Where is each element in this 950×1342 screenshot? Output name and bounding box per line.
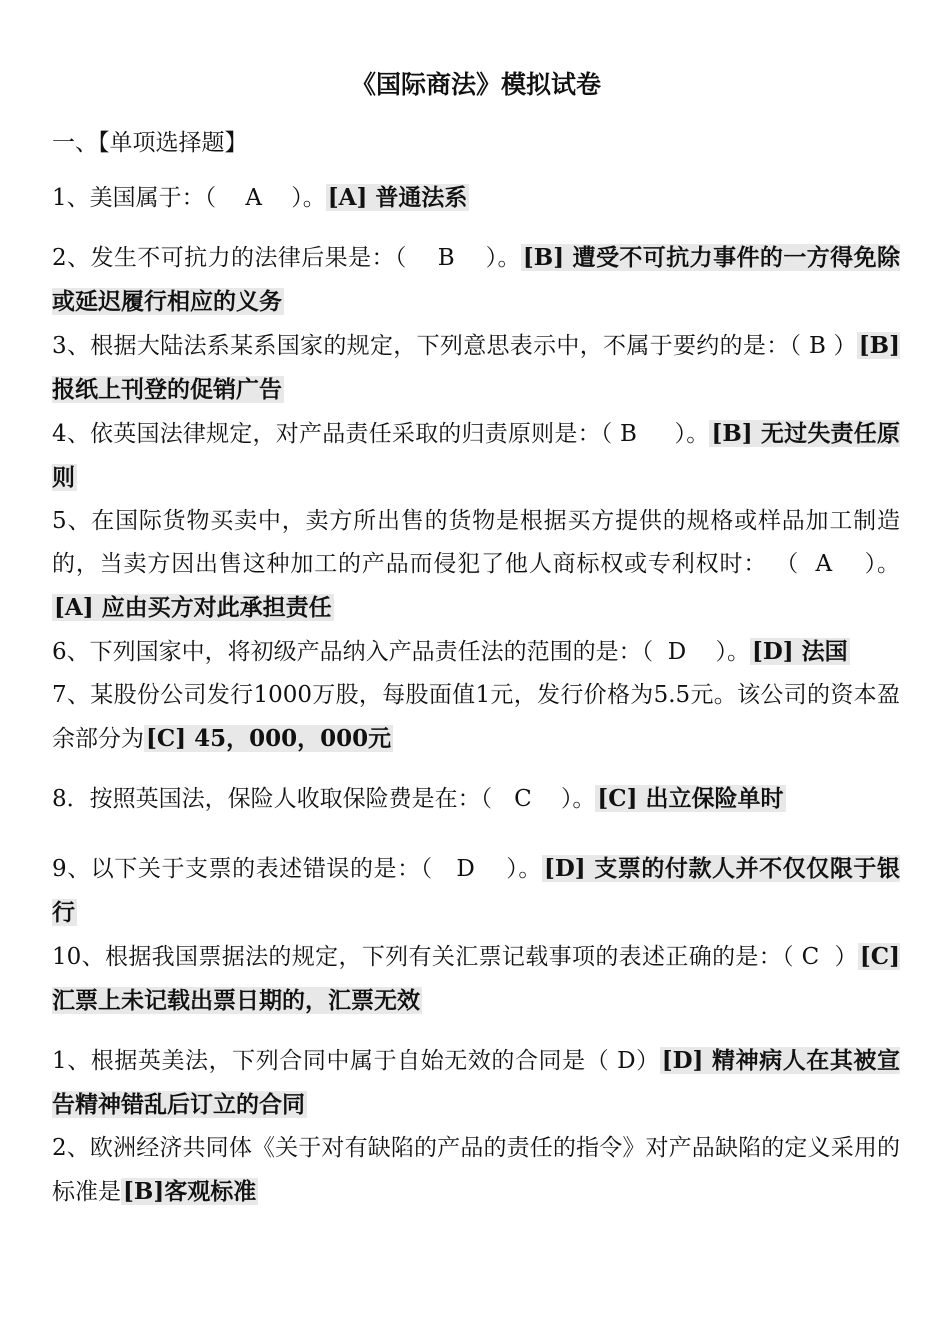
question-answer: [B] 遭受不可抗力事件的一方得免除或延迟履行相应的义务 xyxy=(52,244,900,315)
question-stem: 2、发生不可抗力的法律后果是： xyxy=(52,245,395,271)
question-answer: [D] 支票的付款人并不仅仅限于银行 xyxy=(52,855,900,926)
question-answer: [B] 报纸上刊登的促销广告 xyxy=(52,332,900,403)
question-stem: 10、根据我国票据法的规定，下列有关汇票记载事项的表述正确的是： xyxy=(52,944,783,970)
document-page xyxy=(52,60,900,1214)
question-choice: （ B ）。 xyxy=(394,245,521,271)
question-5 xyxy=(52,500,900,630)
question-answer: [C] 45，000，000元 xyxy=(146,725,392,752)
question-choice: （ D ）。 xyxy=(420,856,542,882)
question-choice: （ C ） xyxy=(782,944,858,970)
question-answer: [B] 无过失责任原则 xyxy=(52,420,900,491)
question-choice: （ C ）。 xyxy=(480,786,596,812)
question-8 xyxy=(52,777,900,821)
question-stem: 4、依英国法律规定，对产品责任采取的归责原则是： xyxy=(52,421,601,447)
question-6 xyxy=(52,630,900,674)
question-answer: [A] 应由买方对此承担责任 xyxy=(54,594,332,621)
question-stem: 3、根据大陆法系某系国家的规定，下列意思表示中，不属于要约的是： xyxy=(52,333,790,359)
question-stem: 9、以下关于支票的表述错误的是： xyxy=(52,856,421,882)
question-answer: [A] 普通法系 xyxy=(327,184,468,211)
question-1 xyxy=(52,176,900,220)
question-stem: 6、下列国家中，将初级产品纳入产品责任法的范围的是： xyxy=(52,639,642,665)
section-heading: 一、【单项选择题】 xyxy=(52,130,248,156)
question-choice: （ A ）。 xyxy=(204,185,326,211)
question-12 xyxy=(52,1127,900,1214)
question-stem: 5、在国际货物买卖中，卖方所出售的货物是根据买方提供的规格或样品加工制造的，当卖方因出售这种加工的产品而侵犯了他人商标权或专利权时： xyxy=(52,508,900,577)
question-choice: （ A ）。 xyxy=(767,551,900,577)
question-7 xyxy=(52,674,900,761)
question-stem: 1、根据英美法，下列合同中属于自始无效的合同是 xyxy=(52,1048,586,1074)
question-answer: [D] 精神病人在其被宣告精神错乱后订立的合同 xyxy=(52,1047,900,1118)
question-stem: 8．按照英国法，保险人收取保险费是在： xyxy=(52,786,481,812)
document-title: 《国际商法》模拟试卷 xyxy=(350,70,601,99)
question-11 xyxy=(52,1039,900,1127)
question-9 xyxy=(52,847,900,935)
question-10 xyxy=(52,935,900,1023)
question-answer: [C] 汇票上未记载出票日期的，汇票无效 xyxy=(52,943,900,1014)
question-choice: （ B ）。 xyxy=(600,421,710,447)
question-4 xyxy=(52,412,900,500)
question-answer: [D] 法国 xyxy=(751,638,848,665)
question-answer: [B]客观标准 xyxy=(123,1178,257,1205)
question-choice: （ D ）。 xyxy=(641,639,750,665)
question-choice: （ B ） xyxy=(789,333,857,359)
question-stem: 1、美国属于： xyxy=(52,185,205,211)
question-2 xyxy=(52,236,900,324)
question-stem: 2、欧洲经济共同体《关于对有缺陷的产品的责任的指令》对产品缺陷的定义采用的标准是 xyxy=(52,1135,900,1205)
question-stem: 7、某股份公司发行1000万股，每股面值1元，发行价格为5.5元。该公司的资本盈余部分为 xyxy=(52,682,900,752)
question-choice: （ D） xyxy=(585,1048,660,1074)
question-answer: [C] 出立保险单时 xyxy=(597,785,784,812)
question-3 xyxy=(52,324,900,412)
